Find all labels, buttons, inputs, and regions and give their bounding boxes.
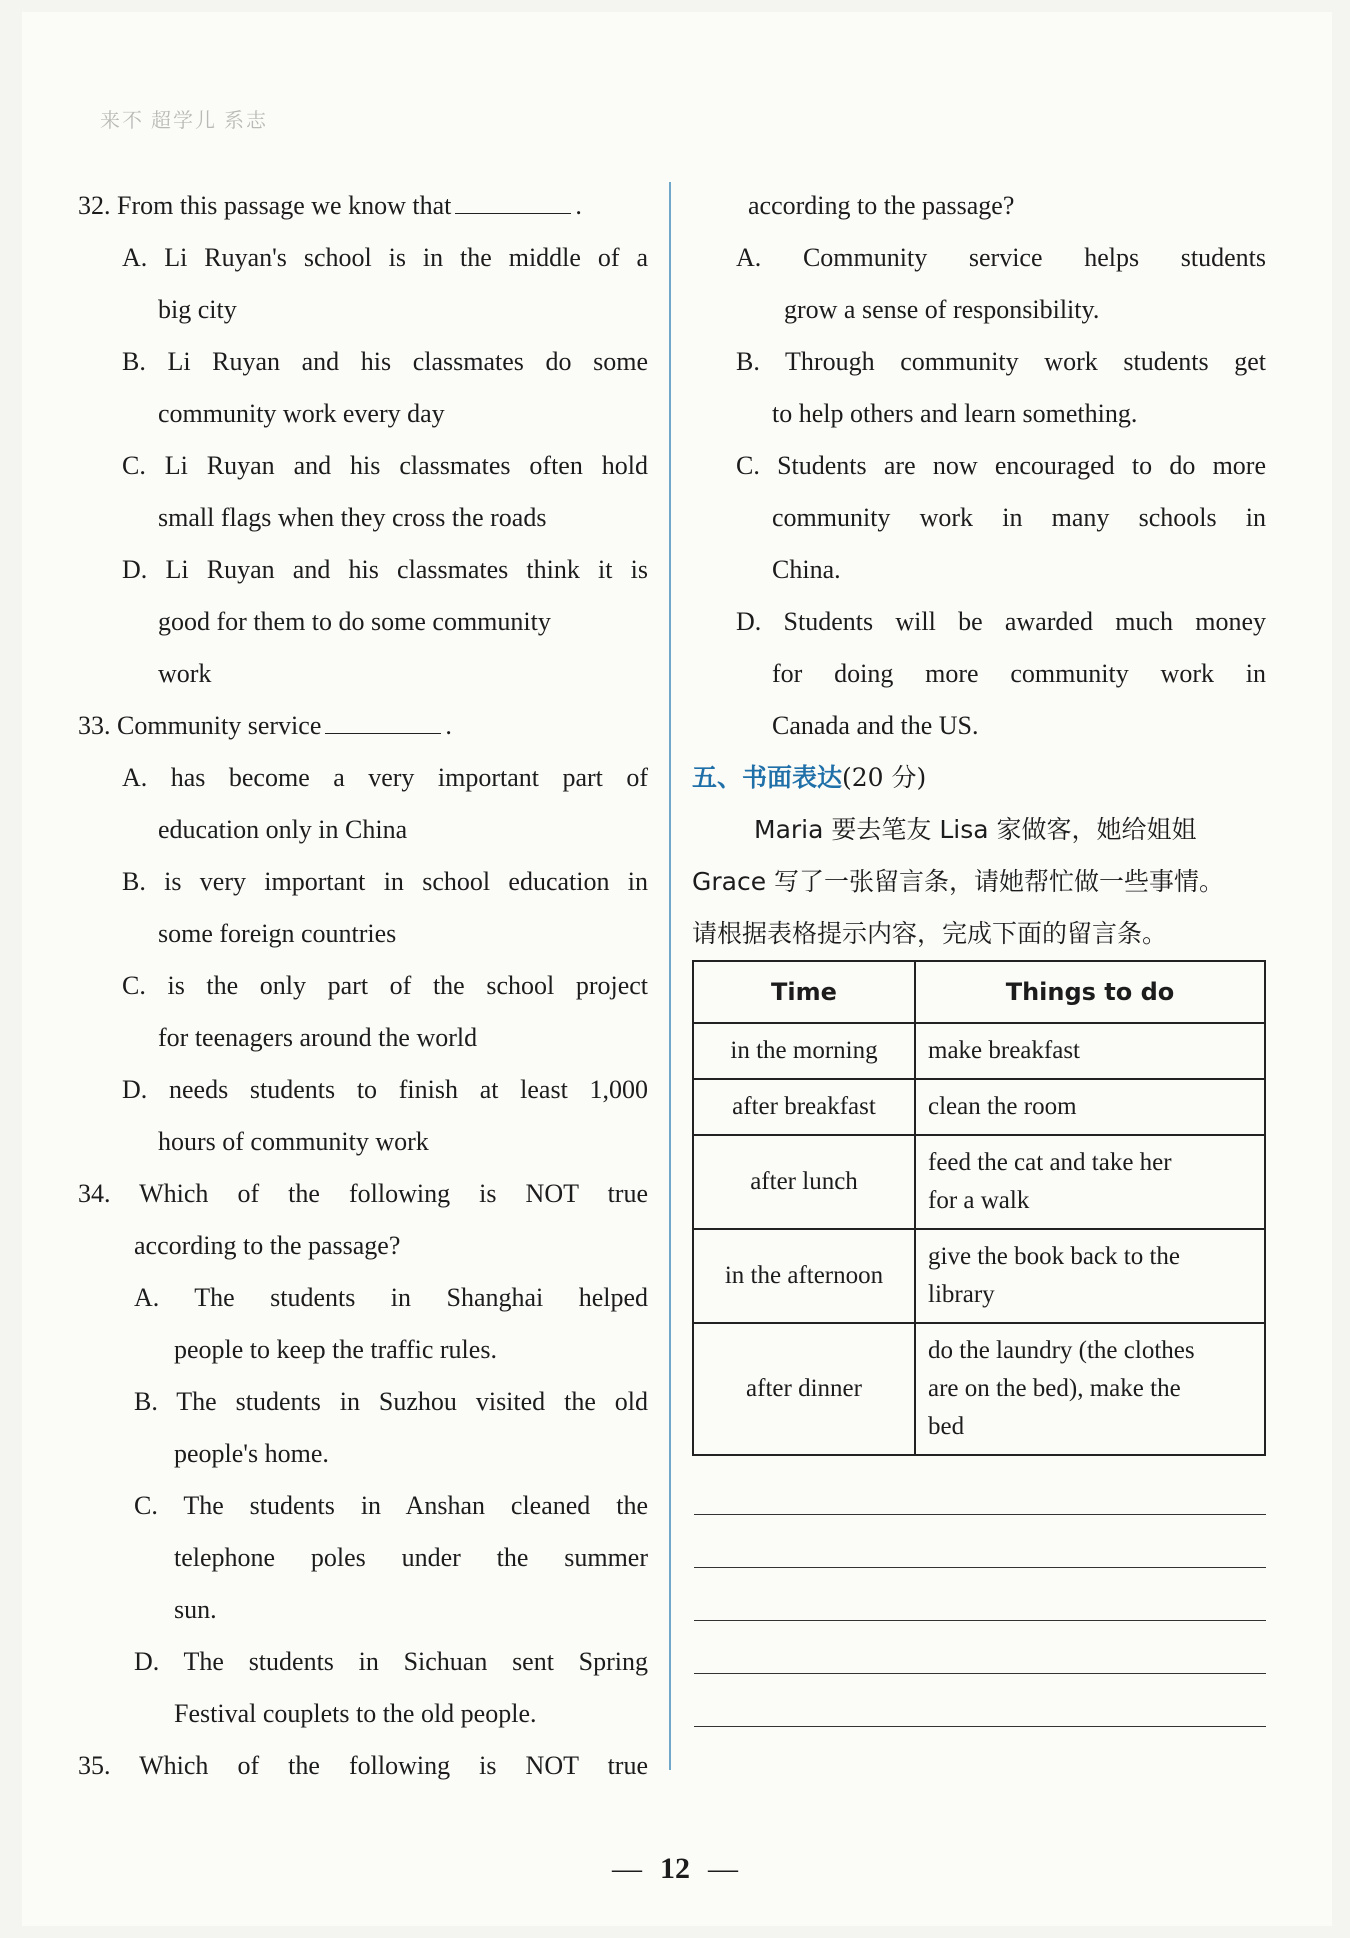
q33-stem: 33. Community service <box>78 711 322 740</box>
q33-option-c[interactable]: C. is the only part of the school project for teenagers around the world <box>122 971 649 1052</box>
table-cell-task: do the laundry (the clothes are on the bed), make the bed <box>915 1323 1265 1455</box>
q34-option-c[interactable]: C. The students in Anshan cleaned the telephone poles under the summer sun. <box>134 1491 648 1624</box>
right-column <box>692 180 1266 960</box>
table-header-things: Things to do <box>915 961 1265 1023</box>
q32-option-c[interactable]: C. Li Ruyan and his classmates often hold small flags when they cross the roads <box>122 451 648 532</box>
table-cell-task: give the book back to the library <box>915 1229 1265 1323</box>
q34-option-b[interactable]: B. The students in Suzhou visited the old people's home. <box>134 1387 649 1468</box>
q33-option-b[interactable]: B. is very important in school education in some foreign countries <box>122 867 649 948</box>
question-33: 33. Community service . <box>78 700 648 752</box>
table-cell-time: after lunch <box>693 1135 915 1229</box>
q32-option-a[interactable]: A. Li Ruyan's school is in the middle of a big city <box>122 243 648 324</box>
q35-option-b[interactable]: B. Through community work students get to help others and learn something. <box>736 347 1267 428</box>
q33-option-d[interactable]: D. needs students to finish at least 1,000 hours of community work <box>122 1075 649 1156</box>
q32-blank[interactable] <box>455 187 571 214</box>
writing-line[interactable] <box>694 1673 1266 1674</box>
left-column <box>78 180 648 1792</box>
q34-stem: 34. Which of the following is NOT true <box>78 1179 648 1208</box>
writing-line[interactable] <box>694 1620 1266 1621</box>
table-row <box>693 1079 1265 1135</box>
q35-stem-continued: according to the passage? <box>748 191 1015 220</box>
table-row <box>693 1229 1265 1323</box>
q35-option-c[interactable]: C. Students are now encouraged to do more community work in many schools in China. <box>736 451 1267 584</box>
table-cell-time: in the morning <box>693 1023 915 1079</box>
table-row <box>693 1135 1265 1229</box>
faded-header: 来不 超学儿 系志 <box>100 110 268 132</box>
table-row <box>693 1323 1265 1455</box>
section-title: 五、书面表达(20 分) <box>692 763 927 792</box>
table-cell-time: after breakfast <box>693 1079 915 1135</box>
table-row <box>693 1023 1265 1079</box>
table-header-row <box>693 961 1265 1023</box>
table-header-time: Time <box>693 961 915 1023</box>
q33-blank[interactable] <box>325 707 441 734</box>
q33-option-a[interactable]: A. has become a very important part of education only in China <box>122 763 649 844</box>
q35-option-d[interactable]: D. Students will be awarded much money for doing more community work in Canada and the US. <box>736 607 1266 740</box>
writing-line[interactable] <box>694 1567 1266 1568</box>
q34-option-d[interactable]: D. The students in Sichuan sent Spring Festival couplets to the old people. <box>134 1647 649 1728</box>
q35-option-a[interactable]: A. Community service helps students grow a sense of responsibility. <box>736 243 1266 324</box>
writing-line[interactable] <box>694 1514 1266 1515</box>
q32-option-b[interactable]: B. Li Ruyan and his classmates do some community work every day <box>122 347 649 428</box>
table-cell-task: make breakfast <box>915 1023 1265 1079</box>
q32-stem: 32. From this passage we know that <box>78 191 452 220</box>
table-cell-time: after dinner <box>693 1323 915 1455</box>
table-cell-time: in the afternoon <box>693 1229 915 1323</box>
table-cell-task: feed the cat and take her for a walk <box>915 1135 1265 1229</box>
table-cell-task: clean the room <box>915 1079 1265 1135</box>
question-32: 32. From this passage we know that . <box>78 180 648 232</box>
q34-option-a[interactable]: A. The students in Shanghai helped people to keep the traffic rules. <box>134 1283 649 1364</box>
writing-line[interactable] <box>694 1726 1266 1727</box>
column-divider <box>669 182 671 1770</box>
section-points: (20 分) <box>842 763 927 792</box>
writing-instructions: Maria 要去笔友 Lisa 家做客，她给姐姐 Grace 写了一张留言条，请她帮忙做一些事情。 请根据表格提示内容，完成下面的留言条。 <box>692 815 1225 948</box>
task-table <box>692 960 1266 1456</box>
q35-stem: 35. Which of the following is NOT true <box>78 1751 648 1780</box>
question-34: 34. Which of the following is NOT true according to the passage? <box>78 1168 648 1272</box>
question-35 <box>78 1740 648 1792</box>
page-number: — 12 — <box>612 1852 738 1885</box>
q32-option-d[interactable]: D. Li Ruyan and his classmates think it is good for them to do some community work <box>122 555 649 688</box>
